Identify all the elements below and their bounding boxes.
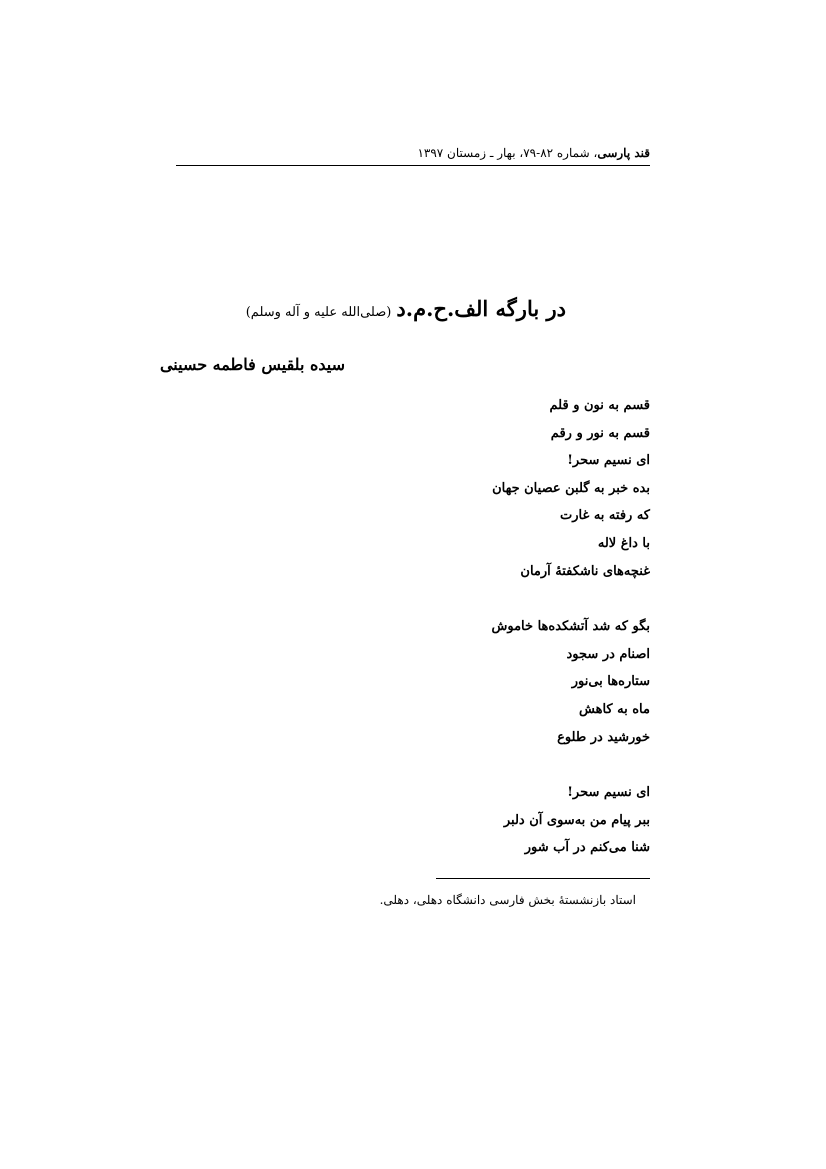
verse-line: بگو که شد آتشکده‌ها خاموش — [491, 619, 650, 635]
title-main: در بارگه الف.ح.م.د — [396, 296, 566, 321]
author-name: سیده بلقیس فاطمه حسینی — [159, 355, 345, 374]
title-honorific: (صلی‌الله علیه و آله وسلم) — [245, 305, 392, 320]
verse-line: ای نسیم سحر! — [567, 453, 650, 469]
verse-line: بده خبر به گلبن عصیان جهان — [492, 480, 650, 496]
verse-line: با داغ لاله — [597, 535, 650, 551]
running-header — [176, 143, 650, 166]
verse-line: قسم به نون و قلم — [549, 398, 650, 413]
stanza-3 — [250, 779, 650, 862]
verse-line: ببر پیام من به‌سوی آن دلبر — [503, 812, 650, 828]
verse-line: خورشید در طلوع — [557, 729, 650, 745]
poem-title — [246, 296, 566, 321]
issue-info: ، شماره ۸۲-۷۹، بهار ـ زمستان ۱۳۹۷ — [417, 146, 598, 160]
stanza-1 — [250, 392, 650, 585]
verse-line: که رفته به غارت — [560, 508, 650, 524]
verse-line: شنا می‌کنم در آب شور — [524, 840, 650, 856]
verse-line: اصنام در سجود — [566, 646, 650, 662]
verse-line: قسم به نور و رقم — [550, 425, 650, 441]
verse-line: ماه به کاهش — [579, 701, 650, 717]
footnote-divider — [436, 878, 650, 879]
verse-line: غنچه‌های ناشکفتهٔ آرمان — [520, 563, 650, 579]
verse-line: ستاره‌ها بی‌نور — [571, 674, 650, 690]
verse-line: ای نسیم سحر! — [567, 785, 650, 801]
footnote: استاد بازنشستهٔ بخش فارسی دانشگاه دهلی، دهلی. — [379, 893, 636, 907]
stanza-2 — [250, 613, 650, 751]
poem-body — [250, 392, 650, 862]
journal-name: قند پارسی — [597, 146, 650, 160]
